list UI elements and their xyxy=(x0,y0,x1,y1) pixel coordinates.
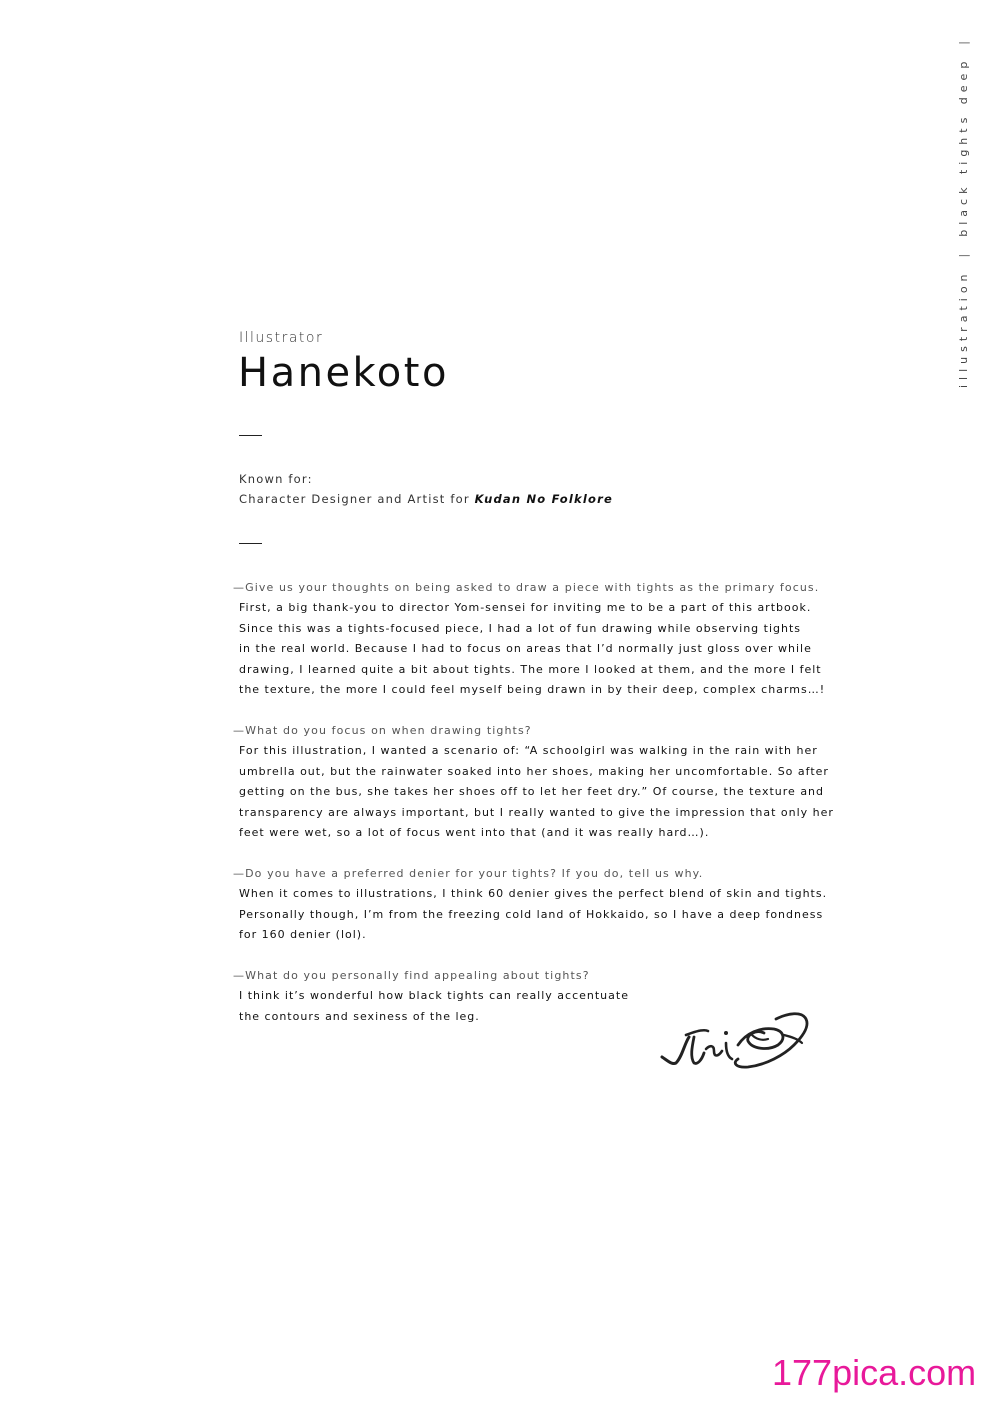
known-for-title: Kudan No Folklore xyxy=(474,492,613,506)
role-label: Illustrator xyxy=(239,330,324,346)
answer-2-line: feet were wet, so a lot of focus went into that (and it was really hard…). xyxy=(239,826,710,839)
answer-3-line: When it comes to illustrations, I think 60 denier gives the perfect blend of skin and tights. xyxy=(239,887,828,900)
qa-block-1 xyxy=(233,578,833,701)
known-for-label: Known for: xyxy=(239,472,313,486)
divider-bottom xyxy=(239,543,262,544)
side-label-left: illustration xyxy=(957,269,970,388)
side-label-text xyxy=(957,24,970,388)
artist-name: Hanekoto xyxy=(238,350,449,396)
answer-2-line: umbrella out, but the rainwater soaked into her shoes, making her uncomfortable. So after xyxy=(239,764,829,778)
answer-1-line: in the real world. Because I had to focus on areas that I’d normally just gloss over while xyxy=(239,642,812,655)
answer-2 xyxy=(239,741,833,844)
side-label-separator-end: | xyxy=(957,35,970,45)
qa-block-3 xyxy=(233,864,833,946)
answer-1-line: First, a big thank-you to director Yom-sensei for inviting me to be a part of this artbook. xyxy=(239,601,812,614)
qa-block-2 xyxy=(233,721,833,844)
known-for-value xyxy=(239,492,613,506)
answer-1-line: Since this was a tights-focused piece, I had a lot of fun drawing while observing tights xyxy=(239,621,802,635)
question-3: —Do you have a preferred denier for your tights? If you do, tell us why. xyxy=(233,867,704,880)
answer-3-line: for 160 denier (lol). xyxy=(239,928,367,941)
answer-2-line: For this illustration, I wanted a scenario of: “A schoolgirl was walking in the rain with her xyxy=(239,744,818,757)
watermark-text: 177pica.com xyxy=(772,1352,977,1393)
handwritten-signature-icon xyxy=(656,1005,816,1085)
answer-3-line: Personally though, I’m from the freezing cold land of Hokkaido, so I have a deep fondness xyxy=(239,907,824,921)
side-label-separator: | xyxy=(957,248,970,258)
answer-4-line: I think it’s wonderful how black tights can really accentuate xyxy=(239,989,629,1002)
question-4: —What do you personally find appealing about tights? xyxy=(233,969,590,982)
answer-1-line: drawing, I learned quite a bit about tights. The more I looked at them, and the more I felt xyxy=(239,662,822,676)
answer-1 xyxy=(239,598,833,701)
answer-1-line: the texture, the more I could feel myself being drawn in by their deep, complex charms…! xyxy=(239,683,826,696)
answer-2-line: transparency are always important, but I really wanted to give the impression that only her xyxy=(239,805,834,819)
question-2: —What do you focus on when drawing tights? xyxy=(233,724,532,737)
side-label-right: black tights deep xyxy=(957,56,970,237)
answer-4-line: the contours and sexiness of the leg. xyxy=(239,1009,480,1023)
answer-3 xyxy=(239,884,833,946)
answer-2-line: getting on the bus, she takes her shoes off to let her feet dry.” Of course, the texture and xyxy=(239,785,825,798)
known-for-prefix: Character Designer and Artist for xyxy=(239,492,475,506)
question-1: —Give us your thoughts on being asked to draw a piece with tights as the primary focus. xyxy=(233,581,820,594)
divider-top xyxy=(239,435,262,436)
